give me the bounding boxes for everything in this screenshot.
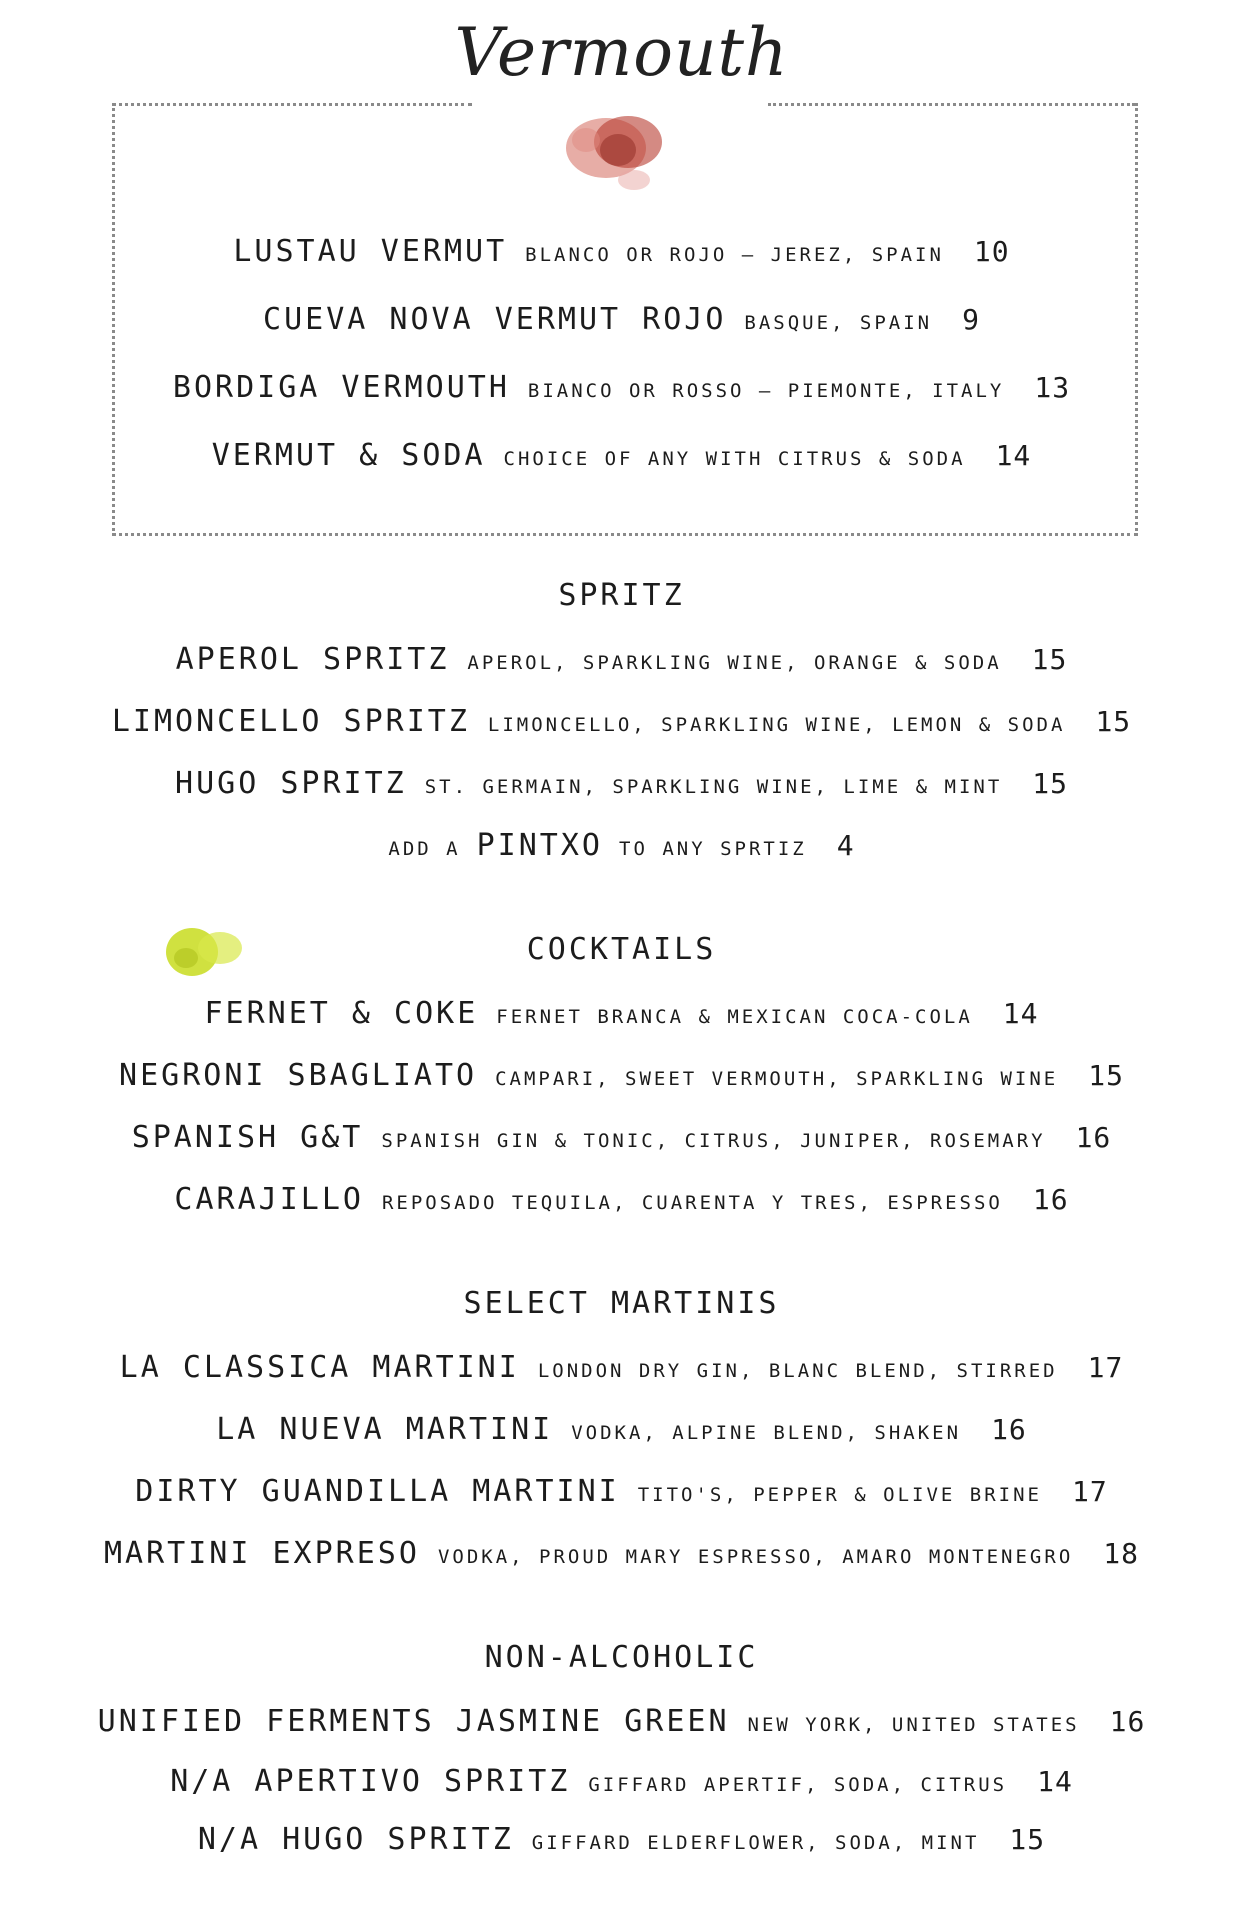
menu-item-carajillo <box>0 1182 1243 1217</box>
frame-top-left-dots <box>112 103 472 106</box>
item-name: FERNET & COKE <box>204 996 479 1031</box>
item-description: SPANISH GIN & TONIC, CITRUS, JUNIPER, ROSEMARY <box>381 1130 1046 1152</box>
item-price: 16 <box>1032 1183 1069 1216</box>
menu-item-limoncello-spritz <box>0 704 1243 739</box>
item-description: VODKA, ALPINE BLEND, SHAKEN <box>571 1422 962 1444</box>
addon-prefix: ADD A <box>388 838 461 860</box>
section-heading-martinis: SELECT MARTINIS <box>463 1286 780 1321</box>
item-description: LIMONCELLO, SPARKLING WINE, LEMON & SODA <box>487 714 1066 736</box>
addon-suffix: TO ANY SPRTIZ <box>619 838 807 860</box>
menu-item-la-nueva <box>0 1412 1243 1447</box>
item-price: 14 <box>1002 997 1039 1030</box>
menu-item-spanish-gt <box>0 1120 1243 1155</box>
section-heading-cocktails: COCKTAILS <box>526 932 717 967</box>
menu-item-vermut-soda <box>0 438 1243 473</box>
item-description: VODKA, PROUD MARY ESPRESSO, AMARO MONTENEGRO <box>437 1546 1074 1568</box>
item-name: VERMUT & SODA <box>211 438 486 473</box>
item-description: NEW YORK, UNITED STATES <box>747 1714 1080 1736</box>
frame-top-right-dots <box>768 103 1135 106</box>
item-price: 15 <box>1095 705 1132 738</box>
item-price: 17 <box>1072 1475 1108 1508</box>
item-name: CARAJILLO <box>174 1182 364 1217</box>
item-price: 15 <box>1031 643 1068 676</box>
item-price: 15 <box>1009 1823 1046 1856</box>
item-description: BASQUE, SPAIN <box>744 312 933 334</box>
item-price: 15 <box>1088 1059 1124 1092</box>
item-description: BLANCO OR ROJO – JEREZ, SPAIN <box>525 244 944 266</box>
item-price: 16 <box>991 1413 1027 1446</box>
item-description: GIFFARD APERTIF, SODA, CITRUS <box>588 1774 1008 1796</box>
addon-name: PINTXO <box>476 828 603 863</box>
item-description: APEROL, SPARKLING WINE, ORANGE & SODA <box>467 652 1002 674</box>
section-heading-spritz: SPRITZ <box>558 578 685 613</box>
item-price: 14 <box>995 439 1032 472</box>
item-price: 10 <box>973 235 1010 268</box>
item-price: 14 <box>1037 1765 1073 1798</box>
item-name: HUGO SPRITZ <box>175 766 407 801</box>
menu-item-lustau-vermut <box>0 234 1243 269</box>
item-description: FERNET BRANCA & MEXICAN COCA-COLA <box>496 1006 973 1028</box>
menu-item-negroni-sbagliato <box>0 1058 1243 1093</box>
item-description: REPOSADO TEQUILA, CUARENTA Y TRES, ESPRESSO <box>381 1192 1003 1214</box>
item-price: 16 <box>1075 1121 1112 1154</box>
menu-item-fernet-coke <box>0 996 1243 1031</box>
item-name: BORDIGA VERMOUTH <box>172 370 510 405</box>
menu-item-unified-ferments <box>0 1704 1243 1739</box>
item-name: LA CLASSICA MARTINI <box>119 1350 520 1385</box>
item-price: 13 <box>1034 371 1071 404</box>
menu-item-dirty-guandilla <box>0 1474 1243 1509</box>
menu-item-la-classica <box>0 1350 1243 1385</box>
item-name: MARTINI EXPRESO <box>104 1536 420 1571</box>
red-watercolor-blob-icon <box>556 106 682 202</box>
section-heading-non-alcoholic: NON-ALCOHOLIC <box>484 1640 759 1675</box>
item-description: TITO'S, PEPPER & OLIVE BRINE <box>637 1484 1042 1506</box>
menu-item-hugo-spritz <box>0 766 1243 801</box>
menu-item-cueva-nova <box>0 302 1243 337</box>
menu-title: Vermouth <box>454 14 789 91</box>
item-name: N/A APERTIVO SPRITZ <box>170 1764 571 1799</box>
item-price: 15 <box>1032 767 1068 800</box>
item-name: NEGRONI SBAGLIATO <box>119 1058 478 1093</box>
item-price: 18 <box>1103 1537 1139 1570</box>
item-name: APEROL SPRITZ <box>175 642 450 677</box>
item-name: CUEVA NOVA VERMUT ROJO <box>263 302 727 337</box>
item-description: BIANCO OR ROSSO – PIEMONTE, ITALY <box>527 380 1005 402</box>
menu-item-na-apertivo-spritz <box>0 1764 1243 1799</box>
item-description: GIFFARD ELDERFLOWER, SODA, MINT <box>531 1832 980 1854</box>
item-name: LUSTAU VERMUT <box>233 234 508 269</box>
item-price: 16 <box>1109 1705 1146 1738</box>
item-description: CAMPARI, SWEET VERMOUTH, SPARKLING WINE <box>495 1068 1059 1090</box>
menu-item-bordiga <box>0 370 1243 405</box>
item-name: SPANISH G&T <box>131 1120 364 1155</box>
item-name: N/A HUGO SPRITZ <box>197 1822 514 1857</box>
item-description: ST. GERMAIN, SPARKLING WINE, LIME & MINT <box>424 776 1003 798</box>
item-description: LONDON DRY GIN, BLANC BLEND, STIRRED <box>537 1360 1058 1382</box>
item-price: 17 <box>1087 1351 1124 1384</box>
item-price: 9 <box>962 303 980 336</box>
pintxo-addon <box>0 828 1243 863</box>
item-name: UNIFIED FERMENTS JASMINE GREEN <box>97 1704 730 1739</box>
item-name: LA NUEVA MARTINI <box>216 1412 554 1447</box>
item-name: DIRTY GUANDILLA MARTINI <box>135 1474 620 1509</box>
item-description: CHOICE OF ANY WITH CITRUS & SODA <box>503 448 966 470</box>
menu-item-aperol-spritz <box>0 642 1243 677</box>
menu-item-na-hugo-spritz <box>0 1822 1243 1857</box>
addon-price: 4 <box>836 829 855 862</box>
menu-item-martini-expreso <box>0 1536 1243 1571</box>
item-name: LIMONCELLO SPRITZ <box>111 704 470 739</box>
